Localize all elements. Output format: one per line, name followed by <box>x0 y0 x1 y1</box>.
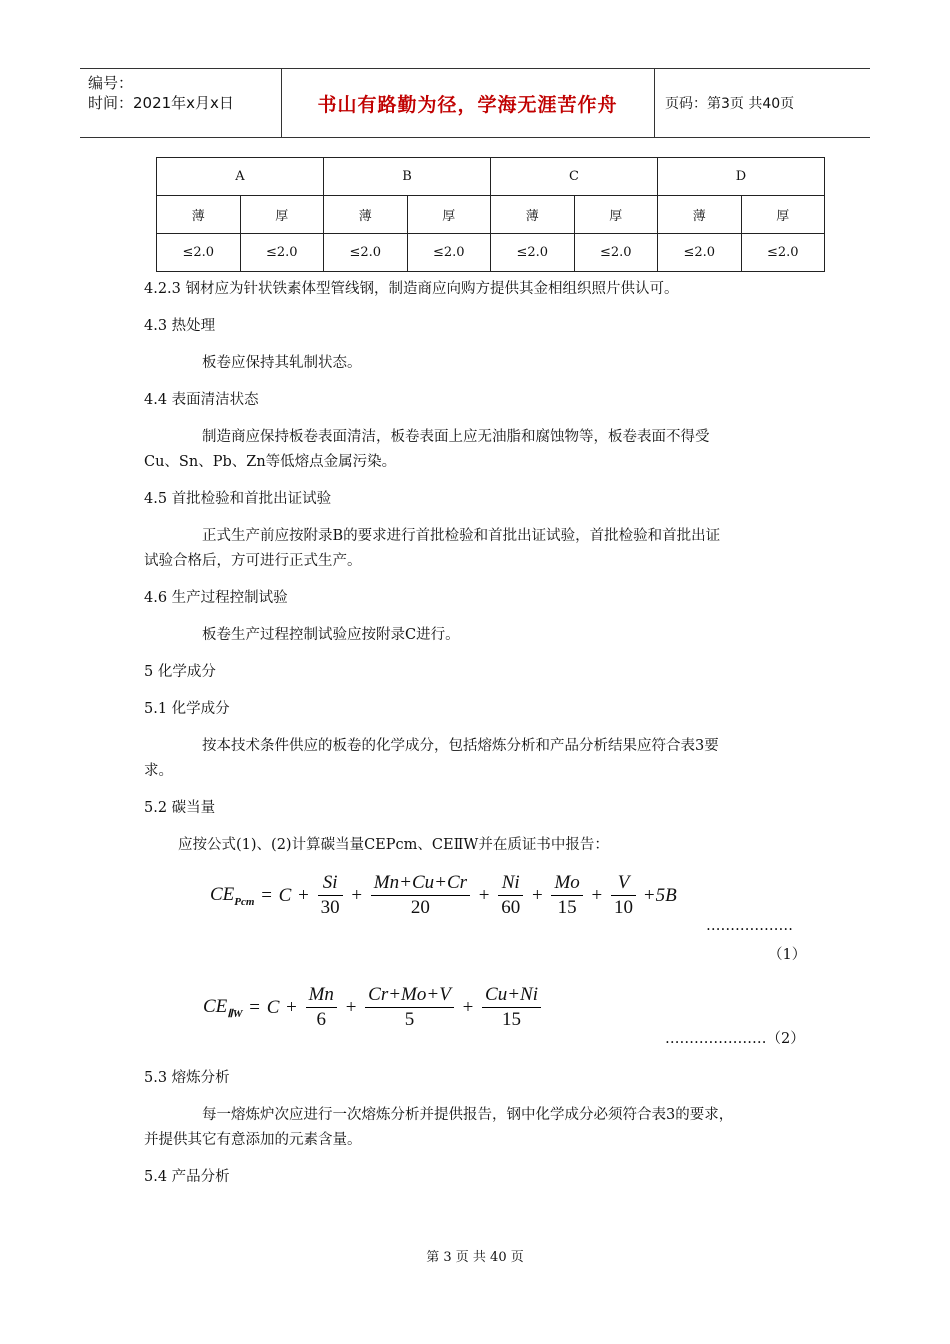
formula-fraction: $\frac{Si}{30}$ <box>318 872 343 919</box>
equation-dots: …………………（2） <box>665 1031 805 1047</box>
paragraph: 正式生产前应按附录B的要求进行首批检验和首批出证试验，首批检验和首批出证 <box>202 528 721 544</box>
table-cell: ≤2.0 <box>324 234 408 272</box>
section-heading: 5.4 产品分析 <box>144 1169 230 1185</box>
table-cell: ≤2.0 <box>658 234 742 272</box>
section-heading: 4.5 首批检验和首批出证试验 <box>144 491 332 507</box>
formula-lhs-sub: Pcm <box>234 895 255 908</box>
table-group-header: B <box>324 158 491 196</box>
paragraph: 制造商应保持板卷表面清洁，板卷表面上应无油脂和腐蚀物等，板卷表面不得受 <box>202 429 710 445</box>
table-cell: ≤2.0 <box>574 234 658 272</box>
table-sub-header: 薄 <box>157 196 241 234</box>
equation-label: （1） <box>768 947 807 963</box>
section-heading: 4.6 生产过程控制试验 <box>144 590 288 606</box>
equation-dots: ……………… <box>706 918 793 934</box>
header-motto: 书山有路勤为径，学海无涯苦作舟 <box>317 93 618 116</box>
paragraph: 板卷生产过程控制试验应按附录C进行。 <box>202 627 460 643</box>
formula-term: C <box>266 996 280 1018</box>
paragraph: 每一熔炼炉次应进行一次熔炼分析并提供报告，钢中化学成分必须符合表3的要求， <box>202 1107 734 1123</box>
page-footer: 第 3 页 共 40 页 <box>426 1250 524 1265</box>
table-sub-header: 厚 <box>407 196 491 234</box>
paragraph: 应按公式(1)、(2)计算碳当量CEPcm、CEⅡW并在质证书中报告： <box>178 837 609 853</box>
table-group-header: C <box>491 158 658 196</box>
formula-fraction: $\frac{Ni}{60}$ <box>498 872 523 919</box>
formula-eq: = <box>261 884 272 906</box>
formula-fraction: $\frac{Mn}{6}$ <box>306 984 337 1031</box>
table-group-header: D <box>658 158 825 196</box>
table-group-header: A <box>157 158 324 196</box>
paragraph: Cu、Sn、Pb、Zn等低熔点金属污染。 <box>144 454 397 470</box>
table-sub-header: 厚 <box>741 196 825 234</box>
table-row <box>157 158 825 196</box>
paragraph: 并提供其它有意添加的元素含量。 <box>144 1132 362 1148</box>
table-sub-header: 薄 <box>658 196 742 234</box>
table-sub-header: 薄 <box>324 196 408 234</box>
formula-lhs: CE <box>210 883 235 905</box>
table-cell: ≤2.0 <box>157 234 241 272</box>
paragraph: 求。 <box>144 763 173 779</box>
formula-lhs: CE <box>203 995 228 1017</box>
paragraph: 按本技术条件供应的板卷的化学成分，包括熔炼分析和产品分析结果应符合表3要 <box>202 738 719 754</box>
thickness-table <box>156 157 825 272</box>
paragraph: 试验合格后，方可进行正式生产。 <box>144 553 362 569</box>
formula-ce-iiw: $CE_{ⅡW} = C$ + $\frac{Mn}{6}$ + $\frac{Cr+Mo+V}{5}$ + $\frac{Cu+Ni}{15}$ <box>203 984 543 1031</box>
formula-term: C <box>278 884 292 906</box>
formula-lhs-sub: ⅡW <box>227 1007 243 1020</box>
table-sub-header: 薄 <box>491 196 575 234</box>
table-cell: ≤2.0 <box>407 234 491 272</box>
formula-fraction: $\frac{Mn+Cu+Cr}{20}$ <box>371 872 470 919</box>
table-sub-header: 厚 <box>240 196 324 234</box>
section-heading: 5 化学成分 <box>144 664 216 680</box>
table-row <box>157 234 825 272</box>
doc-time-label: 时间：2021年x月x日 <box>88 94 234 112</box>
header-page-info: 页码：第3页 共40页 <box>665 96 795 112</box>
section-heading: 5.3 熔炼分析 <box>144 1070 230 1086</box>
formula-term: +5B <box>642 884 677 906</box>
table-cell: ≤2.0 <box>741 234 825 272</box>
paragraph: 板卷应保持其轧制状态。 <box>202 355 362 371</box>
section-heading: 5.2 碳当量 <box>144 800 216 816</box>
formula-fraction: $\frac{V}{10}$ <box>611 872 636 919</box>
formula-eq: = <box>249 996 260 1018</box>
table-cell: ≤2.0 <box>491 234 575 272</box>
section-heading: 5.1 化学成分 <box>144 701 230 717</box>
formula-fraction: $\frac{Mo}{15}$ <box>551 872 582 919</box>
table-cell: ≤2.0 <box>240 234 324 272</box>
section-heading: 4.3 热处理 <box>144 318 216 334</box>
page-header <box>80 68 870 138</box>
section-4-2-3: 4.2.3 钢材应为针状铁素体型管线钢，制造商应向购方提供其金相组织照片供认可。 <box>144 281 679 297</box>
formula-fraction: $\frac{Cr+Mo+V}{5}$ <box>365 984 454 1031</box>
table-sub-header: 厚 <box>574 196 658 234</box>
table-row <box>157 196 825 234</box>
formula-ce-pcm: $CE_{Pcm} = C$ + $\frac{Si}{30}$ + $\frac{Mn+Cu+Cr}{20}$ + $\frac{Ni}{60}$ + $\frac{Mo}{15}$ + $\frac{V}{10}$ +5B <box>210 872 677 918</box>
doc-number-label: 编号： <box>88 74 134 92</box>
header-meta <box>88 73 234 113</box>
section-heading: 4.4 表面清洁状态 <box>144 392 259 408</box>
formula-fraction: $\frac{Cu+Ni}{15}$ <box>482 984 541 1031</box>
